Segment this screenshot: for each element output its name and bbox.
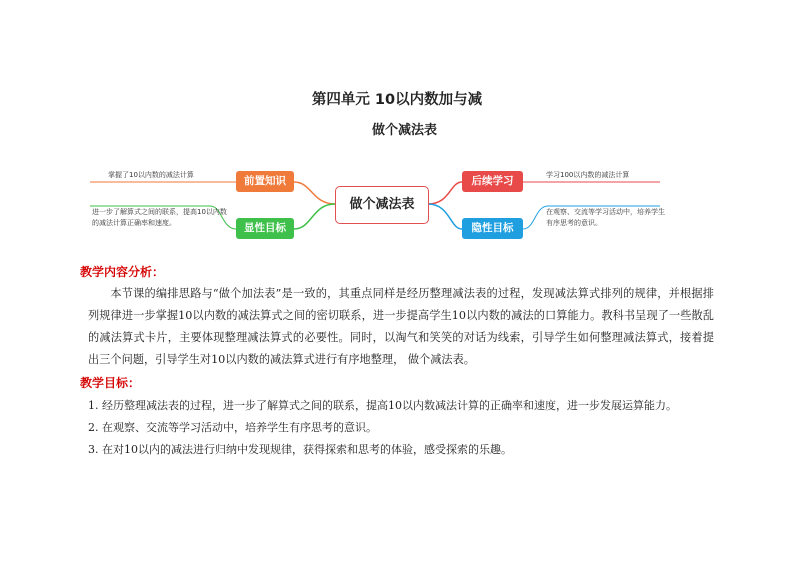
mindmap-center: 做个减法表 bbox=[335, 186, 429, 224]
mindmap-node-follow-up: 后续学习 bbox=[462, 171, 523, 192]
leaf-prior-knowledge: 掌握了10以内数的减法计算 bbox=[108, 171, 194, 179]
mindmap-node-explicit-goal: 显性目标 bbox=[236, 218, 294, 239]
goal-item: 1. 经历整理减法表的过程，进一步了解算式之间的联系，提高10以内数减法计算的正确率和速度，进一步发展运算能力。 bbox=[88, 399, 677, 412]
leaf-implicit-goal: 在观察、交流等学习活动中，培养学生有序思考的意识。 bbox=[546, 208, 665, 227]
leaf-explicit-goal: 进一步了解算式之间的联系，提高10以内数的减法计算正确率和速度。 bbox=[92, 208, 227, 227]
goal-item: 3. 在对10以内的减法进行归纳中发现规律，获得探索和思考的体验，感受探索的乐趣。 bbox=[88, 443, 512, 456]
leaf-follow-up: 学习100以内数的减法计算 bbox=[546, 171, 630, 179]
mindmap-node-implicit-goal: 隐性目标 bbox=[462, 218, 523, 239]
document-subtitle: 做个减法表 bbox=[372, 123, 438, 138]
document-title: 第四单元 10以内数加与减 bbox=[311, 92, 483, 108]
analysis-paragraph: 本节课的编排思路与“做个加法表”是一致的，其重点同样是经历整理减法表的过程，发现减法算式排列的规律，并根据排列规律进一步掌握10以内数的减法算式之间的密切联系，进一步提高学生10以内数的减法的口算能力。教科书呈现了一些散乱的减法算式卡片，主要体现整理减法算式的必要性。同时，以淘气和笑笑的对话为线索，引导学生如何整理减法算式，接着提出三个问题，引导学生对10以内数的减法算式进行有序地整理， 做个减法表。 bbox=[88, 287, 714, 366]
goal-item: 2. 在观察、交流等学习活动中，培养学生有序思考的意识。 bbox=[88, 421, 377, 434]
goals-heading: 教学目标： bbox=[80, 376, 141, 390]
mindmap-node-prior-knowledge: 前置知识 bbox=[236, 171, 294, 192]
analysis-heading: 教学内容分析： bbox=[80, 265, 165, 279]
